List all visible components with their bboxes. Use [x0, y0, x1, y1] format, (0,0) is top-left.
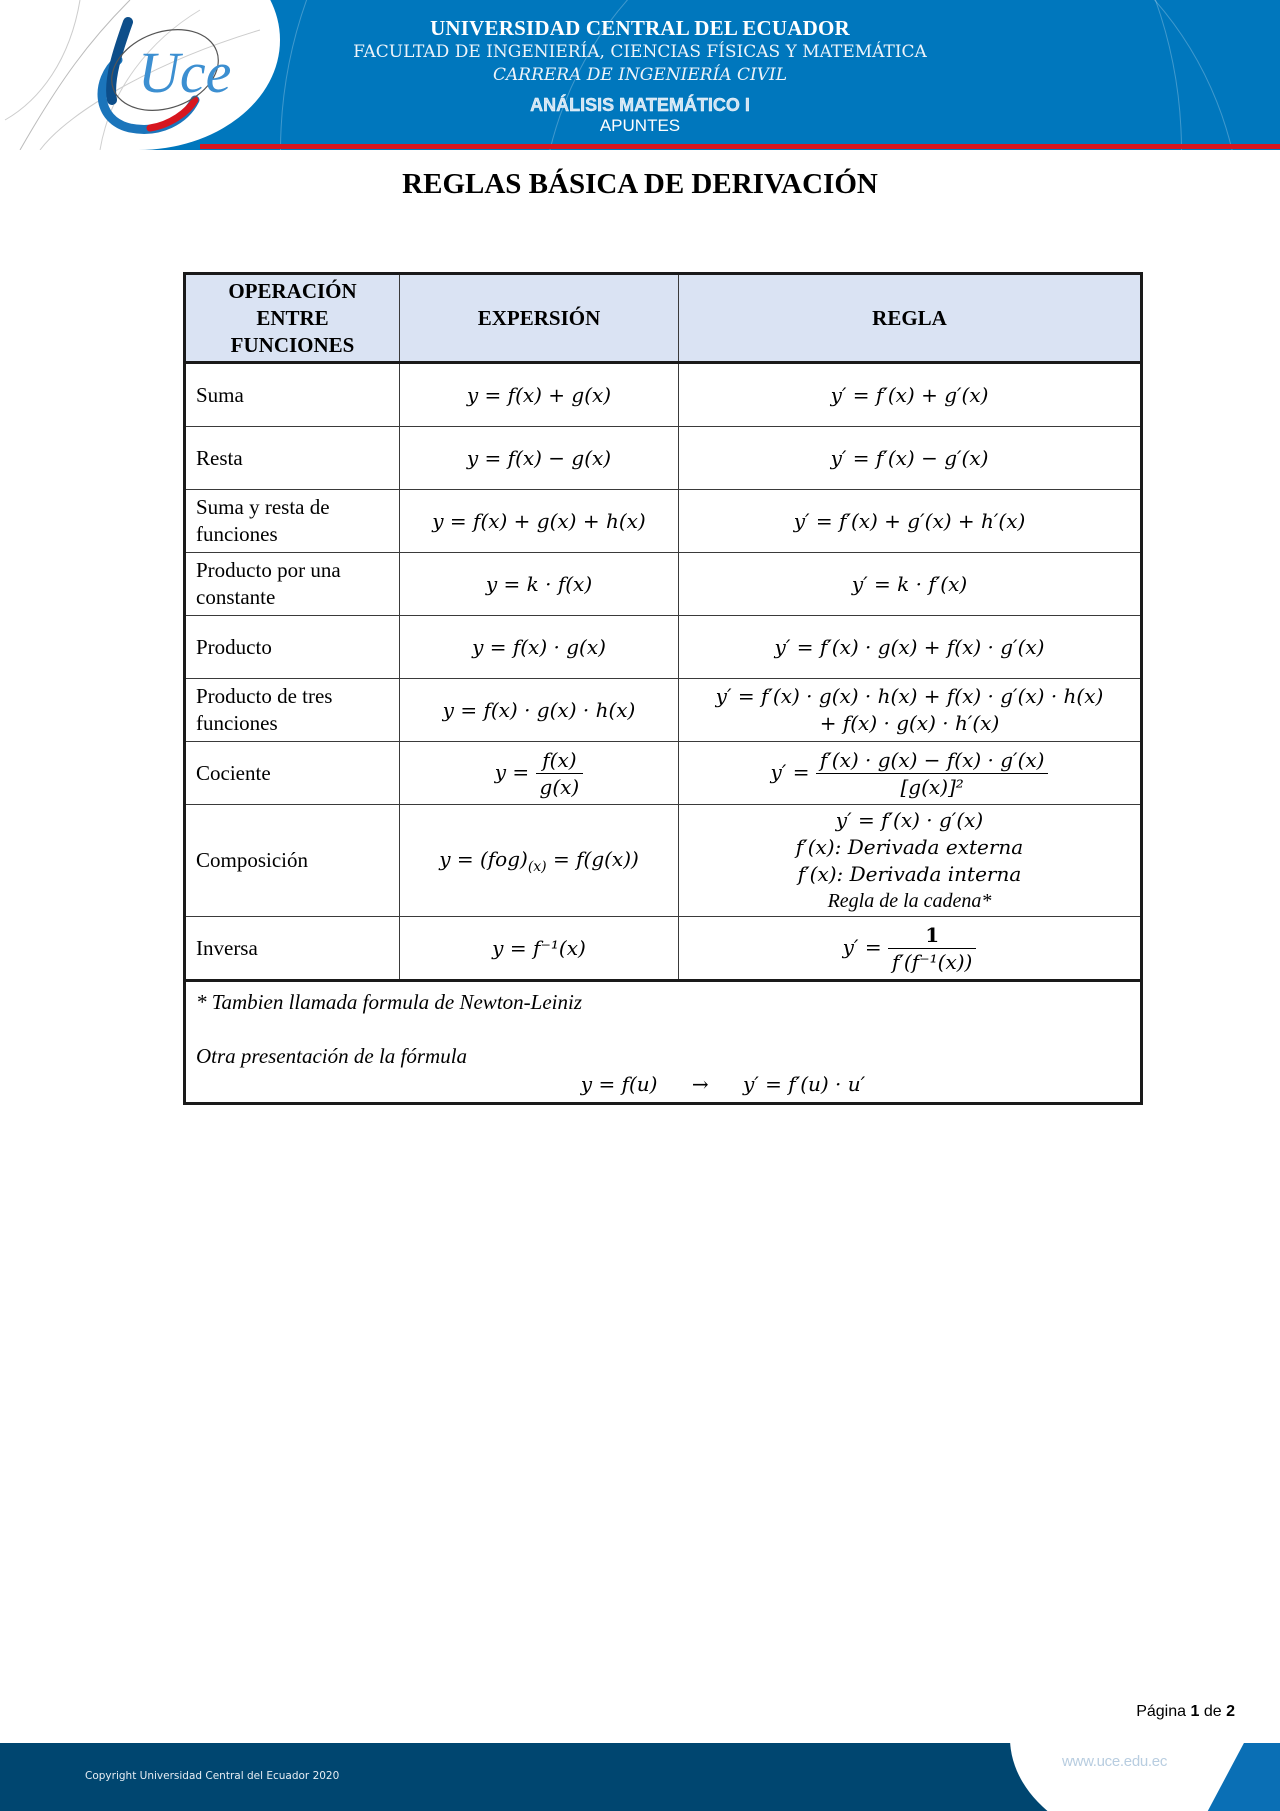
table-row [185, 742, 1142, 805]
operation-cell: Cociente [185, 742, 400, 805]
rule-cell: y′ = f′(x) + g′(x) [679, 363, 1142, 427]
page-number: Página 1 de 2 [1136, 1703, 1235, 1720]
expression-cell: y = k · f(x) [400, 553, 679, 616]
expression-cell: y = f⁻¹(x) [400, 917, 679, 981]
rule-cell: y′ = f′(x) · g(x) · h(x) + f(x) · g′(x) · h(x) + f(x) · g(x) · h′(x) [679, 679, 1142, 742]
arrow-icon: → [691, 1072, 709, 1096]
rule-cell: y′ = k · f′(x) [679, 553, 1142, 616]
header-expression: EXPERSIÓN [400, 274, 679, 363]
expression-cell: y = f(x) + g(x) [400, 363, 679, 427]
header-rule: REGLA [679, 274, 1142, 363]
header-red-divider [200, 144, 1280, 149]
alt-formula: y = f(u) → y′ = f′(u) · u′ [580, 1072, 866, 1096]
note-cell [185, 981, 1142, 1104]
rule-cell: y′ = f′(x) + g′(x) + h′(x) [679, 490, 1142, 553]
expression-cell: y = $\frac{f(x)}{g(x)}$ [400, 742, 679, 805]
table-row [185, 553, 1142, 616]
operation-cell: Producto por una constante [185, 553, 400, 616]
footnote-text: * Tambien llamada formula de Newton-Leiniz [196, 990, 582, 1014]
derivation-rules-table [183, 272, 1143, 1105]
rule-cell: y′ = f′(x) · g′(x) f′(x): Derivada externa f′(x): Derivada interna Regla de la cadena* [679, 805, 1142, 917]
table-row [185, 427, 1142, 490]
table-row [185, 917, 1142, 981]
table-row [185, 805, 1142, 917]
uce-logo-icon [0, 0, 280, 150]
fraction: $\frac{f(x)}{g(x)}$ [536, 747, 584, 800]
rule-cell: y′ = f′(x) · g(x) + f(x) · g′(x) [679, 616, 1142, 679]
rule-cell: y′ = $\frac{f'(x) \cdot g(x) - f(x) \cdot g'(x)}{\text{[g(x)]²}}$ [679, 742, 1142, 805]
rule-cell: y′ = $\frac{1}{\text{f′(f⁻¹(x))}}$ [679, 917, 1142, 981]
table-row [185, 363, 1142, 427]
operation-cell: Producto de tres funciones [185, 679, 400, 742]
footer-banner [0, 1743, 1280, 1811]
header-banner [0, 0, 1280, 150]
fraction: $\frac{f'(x) \cdot g(x) - f(x) \cdot g'(x)}{\text{[g(x)]²}}$ [816, 747, 1049, 800]
table-row [185, 490, 1142, 553]
university-name: UNIVERSIDAD CENTRAL DEL ECUADOR [430, 16, 850, 40]
operation-cell: Composición [185, 805, 400, 917]
website-url: www.uce.edu.ec [1062, 1753, 1168, 1770]
rule-cell: y′ = f′(x) − g′(x) [679, 427, 1142, 490]
table-row [185, 616, 1142, 679]
faculty-name: FACULTAD DE INGENIERÍA, CIENCIAS FÍSICAS Y MATEMÁTICA [353, 42, 927, 62]
note-row [185, 981, 1142, 1104]
svg-text:Uce: Uce [138, 40, 232, 105]
logo-area [0, 0, 280, 150]
copyright-text: Copyright Universidad Central del Ecuador 2020 [85, 1770, 340, 1782]
operation-cell: Suma [185, 363, 400, 427]
header-operation: OPERACIÓN ENTRE FUNCIONES [185, 274, 400, 363]
career-name: CARRERA DE INGENIERÍA CIVIL [493, 65, 787, 85]
operation-cell: Inversa [185, 917, 400, 981]
fraction: $\frac{1}{\text{f′(f⁻¹(x))}}$ [888, 922, 976, 975]
document-type: APUNTES [599, 116, 681, 135]
expression-cell: y = f(x) + g(x) + h(x) [400, 490, 679, 553]
operation-cell: Resta [185, 427, 400, 490]
alt-formula-label: Otra presentación de la fórmula [196, 1044, 468, 1068]
expression-cell: y = f(x) · g(x) [400, 616, 679, 679]
expression-cell: y = f(x) − g(x) [400, 427, 679, 490]
page-title: REGLAS BÁSICA DE DERIVACIÓN [402, 168, 878, 200]
table-row [185, 679, 1142, 742]
operation-cell: Producto [185, 616, 400, 679]
header-text-block [300, 16, 980, 136]
subject-name: ANÁLISIS MATEMÁTICO I [530, 95, 750, 115]
expression-cell: y = f(x) · g(x) · h(x) [400, 679, 679, 742]
expression-cell: $y = (fog)_{(x)} = f(g(x))$ [400, 805, 679, 917]
table-header-row [185, 274, 1142, 363]
operation-cell: Suma y resta de funciones [185, 490, 400, 553]
